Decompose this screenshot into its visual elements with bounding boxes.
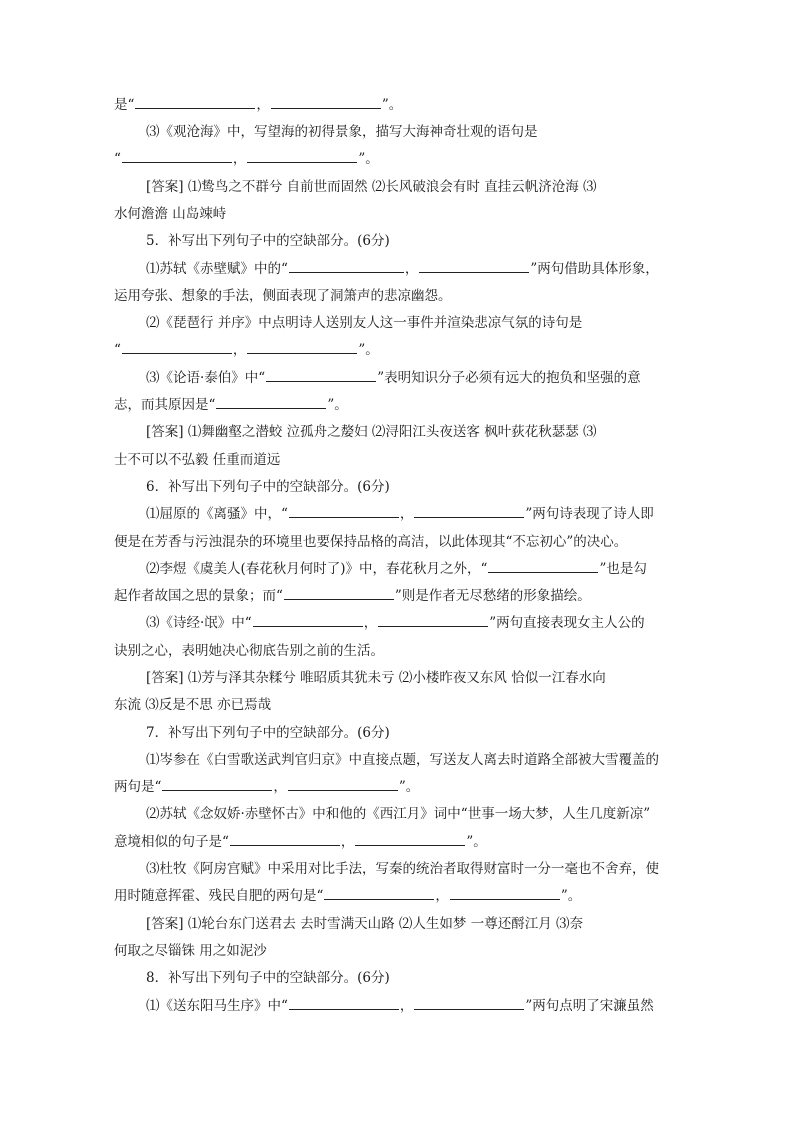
text-line <box>146 859 659 879</box>
text-line <box>114 641 384 661</box>
text-line <box>146 313 582 333</box>
fill-in-blank <box>230 832 340 846</box>
text-line <box>146 996 654 1016</box>
line-text: ”。 <box>381 97 403 113</box>
line-text: ⑵苏轼《念奴娇·赤壁怀古》中和他的《西江月》词中“世事一场大梦，人生几度新凉” <box>146 806 651 822</box>
line-text: ， <box>404 261 419 277</box>
line-text: “ <box>114 342 121 358</box>
fill-in-blank <box>247 340 357 354</box>
answer-line <box>146 914 583 934</box>
line-text: 两句是“ <box>114 779 162 795</box>
line-text: ， <box>399 998 414 1014</box>
line-text: ⑴鸷鸟之不群兮 自前世而固然 ⑵长风破浪会有时 直挂云帆济沧海 ⑶ <box>183 179 597 195</box>
answer-tag: [答案] <box>146 670 184 686</box>
line-text: 起作者故国之思的景象；而“ <box>114 588 283 604</box>
line-text: ⑴轮台东门送君去 去时雪满天山路 ⑵人生如梦 一尊还酹江月 ⑶奈 <box>183 916 584 932</box>
text-line <box>114 204 226 224</box>
line-text: ⑵《琵琶行 并序》中点明诗人送别友人这一事件并渲染悲凉气氛的诗句是 <box>146 315 583 331</box>
line-text: ⑶《论语·泰伯》中“ <box>146 370 266 386</box>
line-text: 运用夸张、想象的手法，侧面表现了洞箫声的悲凉幽怨。 <box>114 288 452 304</box>
fill-in-blank <box>414 504 524 518</box>
text-line <box>114 695 271 715</box>
line-text: ⑴苏轼《赤壁赋》中的“ <box>146 261 288 277</box>
line-text: 志，而其原因是“ <box>114 397 216 413</box>
line-text: ⑴芳与泽其杂糅兮 唯昭质其犹未亏 ⑵小楼昨夜又东风 恰似一江春水向 <box>183 670 606 686</box>
line-text: ”两句借助具体形象， <box>530 261 659 277</box>
text-line <box>114 286 452 306</box>
line-text: 士不可以不弘毅 任重而道远 <box>114 452 281 468</box>
line-text: ⑶杜牧《阿房宫赋》中采用对比手法，写秦的统治者取得财富时一分一毫也不舍弃，使 <box>146 861 659 877</box>
line-text: 意境相似的句子是“ <box>114 834 229 850</box>
fill-in-blank <box>378 613 488 627</box>
fill-in-blank <box>288 777 398 791</box>
text-line <box>114 340 379 360</box>
text-line <box>114 149 379 169</box>
line-text: 用时随意挥霍、残民自肥的两句是“ <box>114 888 324 904</box>
text-line <box>114 532 627 552</box>
line-text: 何取之尽锱铢 用之如泥沙 <box>114 943 267 959</box>
line-text: 7．补写出下列句子中的空缺部分。(6分) <box>146 725 390 741</box>
fill-in-blank <box>135 95 255 109</box>
text-line <box>146 259 659 279</box>
answer-tag: [答案] <box>146 916 184 932</box>
line-text: ”两句诗表现了诗人即 <box>525 506 654 522</box>
line-text: 便是在芳香与污浊混杂的环境里也要保持品格的高洁，以此体现其“不忘初心”的决心。 <box>114 534 628 550</box>
fill-in-blank <box>271 95 381 109</box>
answer-tag: [答案] <box>146 179 184 195</box>
line-text: 诀别之心，表明她决心彻底告别之前的生活。 <box>114 643 384 659</box>
text-line <box>146 804 650 824</box>
line-text: ”。 <box>358 151 379 167</box>
line-text: ”。 <box>327 397 348 413</box>
fill-in-blank <box>122 149 232 163</box>
fill-in-blank <box>216 395 326 409</box>
line-text: ”两句点明了宋濂虽然 <box>525 998 654 1014</box>
line-text: 东流 ⑶反是不思 亦已焉哉 <box>114 697 272 713</box>
line-text: ⑵李煜《虞美人(春花秋月何时了)》中，春花秋月之外，“ <box>146 561 488 577</box>
text-line <box>146 559 647 579</box>
text-line <box>114 586 591 606</box>
line-text: ”。 <box>466 834 487 850</box>
line-text: ”也是勾 <box>599 561 647 577</box>
fill-in-blank <box>414 996 524 1010</box>
answer-line <box>146 422 597 442</box>
fill-in-blank <box>122 340 232 354</box>
line-text: ”两句直接表现女主人公的 <box>489 615 645 631</box>
text-line <box>114 832 487 852</box>
line-text: ， <box>256 97 270 113</box>
fill-in-blank <box>324 886 434 900</box>
fill-in-blank <box>289 259 404 273</box>
line-text: 8．补写出下列句子中的空缺部分。(6分) <box>146 970 390 986</box>
text-line <box>146 122 538 142</box>
line-text: ， <box>340 834 355 850</box>
line-text: ， <box>232 342 247 358</box>
line-text: 6．补写出下列句子中的空缺部分。(6分) <box>146 479 390 495</box>
text-line <box>146 368 641 388</box>
text-line <box>114 395 348 415</box>
fill-in-blank <box>284 586 394 600</box>
question-heading <box>146 968 390 988</box>
fill-in-blank <box>162 777 272 791</box>
fill-in-blank <box>450 886 560 900</box>
fill-in-blank <box>289 504 399 518</box>
line-text: ⑴岑参在《白雪歌送武判官归京》中直接点题，写送友人离去时道路全部被大雪覆盖的 <box>146 752 659 768</box>
answer-line <box>146 668 606 688</box>
fill-in-blank <box>253 613 363 627</box>
text-line <box>114 450 280 470</box>
line-text: 5．补写出下列句子中的空缺部分。(6分) <box>146 233 390 249</box>
text-line <box>146 750 659 770</box>
line-text: ”。 <box>398 779 420 795</box>
text-line <box>146 504 654 524</box>
answer-tag: [答案] <box>146 424 184 440</box>
text-line <box>114 777 419 797</box>
line-text: ⑴《送东阳马生序》中“ <box>146 998 288 1014</box>
answer-line <box>146 177 597 197</box>
text-line <box>114 95 402 115</box>
line-text: ， <box>435 888 449 904</box>
line-text: ⑶《观沧海》中，写望海的初得景象，描写大海神奇壮观的语句是 <box>146 124 538 140</box>
line-text: 是“ <box>114 97 135 113</box>
line-text: ⑴舞幽壑之潜蛟 泣孤舟之嫠妇 ⑵浔阳江头夜送客 枫叶荻花秋瑟瑟 ⑶ <box>183 424 597 440</box>
line-text: ⑶《诗经·氓》中“ <box>146 615 252 631</box>
line-text: ， <box>273 779 287 795</box>
line-text: 水何澹澹 山岛竦峙 <box>114 206 227 222</box>
line-text: ”。 <box>358 342 379 358</box>
fill-in-blank <box>266 368 376 382</box>
text-line <box>114 886 581 906</box>
line-text: ⑴屈原的《离骚》中，“ <box>146 506 288 522</box>
line-text: “ <box>114 151 121 167</box>
text-line <box>114 941 267 961</box>
line-text: ， <box>232 151 247 167</box>
fill-in-blank <box>247 149 357 163</box>
question-heading <box>146 477 390 497</box>
line-text: ”表明知识分子必须有远大的抱负和坚强的意 <box>377 370 641 386</box>
question-heading <box>146 723 390 743</box>
fill-in-blank <box>419 259 529 273</box>
line-text: ”。 <box>560 888 582 904</box>
line-text: ”则是作者无尽愁绪的形象描绘。 <box>394 588 591 604</box>
fill-in-blank <box>289 996 399 1010</box>
question-heading <box>146 231 390 251</box>
line-text: ， <box>363 615 378 631</box>
fill-in-blank <box>355 832 465 846</box>
fill-in-blank <box>488 559 598 573</box>
line-text: ， <box>399 506 414 522</box>
text-line <box>146 613 645 633</box>
